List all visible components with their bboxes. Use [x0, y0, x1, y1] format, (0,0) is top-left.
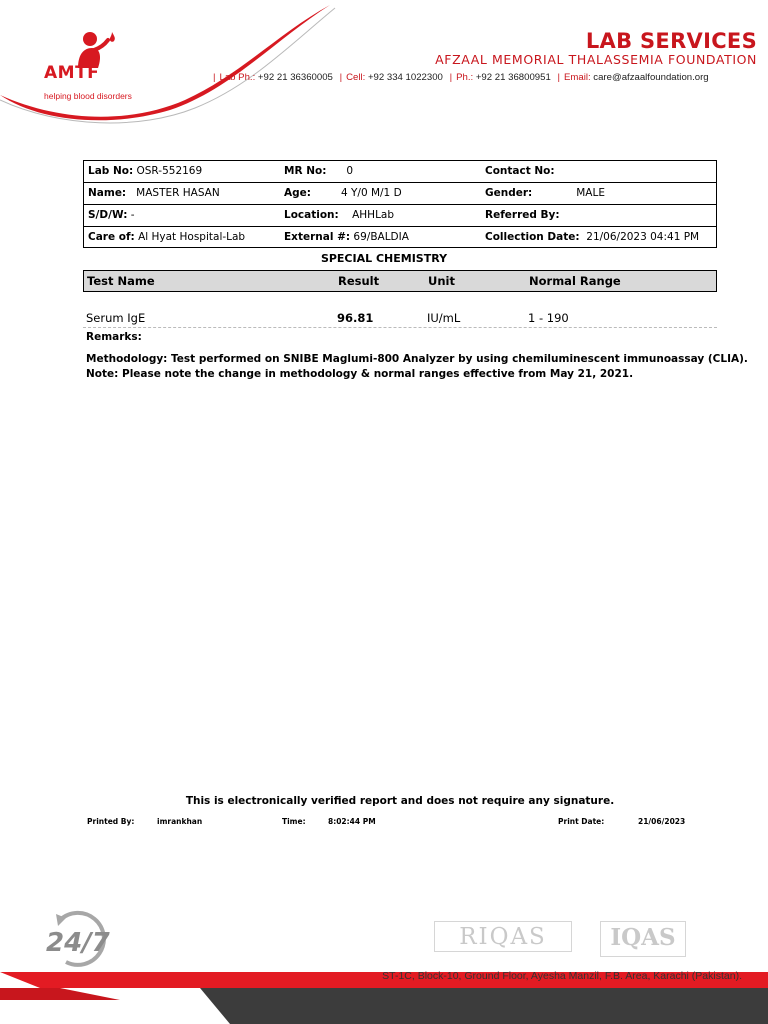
info-row	[84, 183, 716, 205]
mr-no-label: MR No:	[284, 165, 327, 177]
col-result: Result	[338, 274, 380, 288]
printed-by: imrankhan	[157, 817, 203, 826]
foundation-name: AFZAAL MEMORIAL THALASSEMIA FOUNDATION	[435, 52, 757, 67]
email: care@afzaalfoundation.org	[593, 72, 709, 83]
external-no: 69/BALDIA	[353, 231, 409, 243]
phone-label: Ph.:	[456, 72, 474, 83]
lab-services-title: LAB SERVICES	[585, 29, 757, 53]
test-range: 1 - 190	[528, 311, 569, 325]
address: ST-1C, Block-10, Ground Floor, Ayesha Manzil, F.B. Area, Karachi (Pakistan).	[382, 970, 742, 982]
location: AHHLab	[352, 209, 395, 221]
location-label: Location:	[284, 209, 339, 221]
cell-label: Cell:	[346, 72, 366, 83]
collection-date: 21/06/2023 04:41 PM	[586, 231, 700, 243]
care-of-label: Care of:	[88, 231, 135, 243]
external-label: External #:	[284, 231, 351, 243]
sdw-label: S/D/W:	[88, 209, 128, 221]
lab-no: OSR-552169	[136, 165, 203, 177]
email-label: Email:	[563, 72, 591, 83]
care-of: Al Hyat Hospital-Lab	[138, 231, 246, 243]
methodology-text: Methodology: Test performed on SNIBE Maglumi-800 Analyzer by using chemiluminescent immunoassay (CLIA).	[86, 353, 748, 365]
section-title: SPECIAL CHEMISTRY	[320, 252, 448, 265]
contact-no-label: Contact No:	[485, 165, 555, 177]
test-unit: IU/mL	[427, 311, 461, 325]
col-test-name: Test Name	[87, 274, 155, 288]
badge-text: 24/7	[46, 928, 110, 958]
header-swoosh-graphic	[0, 0, 768, 140]
lab-no-label: Lab No:	[88, 165, 134, 177]
note-text: Note: Please note the change in methodology & normal ranges effective from May 21, 2021.	[86, 368, 634, 380]
referred-by-label: Referred By:	[485, 209, 560, 221]
time-label: Time:	[282, 817, 306, 826]
name-label: Name:	[88, 187, 127, 199]
remarks-label: Remarks:	[86, 331, 142, 343]
col-normal-range: Normal Range	[529, 274, 621, 288]
print-time: 8:02:44 PM	[328, 817, 376, 826]
patient-name: MASTER HASAN	[136, 187, 220, 199]
printed-by-label: Printed By:	[87, 817, 135, 826]
sdw: -	[130, 209, 135, 221]
riqas-logo: RIQAS	[434, 921, 572, 952]
lab-phone: +92 21 36360005	[257, 72, 333, 83]
test-table-header	[83, 270, 717, 292]
col-unit: Unit	[428, 274, 455, 288]
lab-phone-label: Lab Ph.:	[219, 72, 256, 83]
phone: +92 21 36800951	[475, 72, 551, 83]
logo-tagline: helping blood disorders	[44, 91, 132, 101]
print-date-label: Print Date:	[558, 817, 605, 826]
verified-statement: This is electronically verified report and does not require any signature.	[185, 795, 615, 807]
test-name: Serum IgE	[86, 311, 146, 325]
gender-label: Gender:	[485, 187, 533, 199]
table-row	[83, 308, 717, 328]
iqas-logo: IQAS	[600, 921, 686, 957]
gender: MALE	[576, 187, 605, 199]
info-row	[84, 161, 716, 183]
mr-no: 0	[346, 165, 354, 177]
collection-date-label: Collection Date:	[485, 231, 580, 243]
print-date: 21/06/2023	[638, 817, 686, 826]
cell-phone: +92 334 1022300	[367, 72, 443, 83]
age: 4 Y/0 M/1 D	[340, 187, 402, 199]
test-result: 96.81	[337, 311, 374, 325]
age-label: Age:	[284, 187, 311, 199]
info-row	[84, 227, 716, 249]
patient-info-table	[83, 160, 717, 248]
contact-line: | Lab Ph.: +92 21 36360005 | Cell: +92 334 1022300 | Ph.: +92 21 36800951 | Email: care@afzaalfoundation.org	[213, 72, 709, 83]
info-row	[84, 205, 716, 227]
logo-text: AMTF	[44, 63, 100, 83]
badge-24-7-icon	[46, 906, 118, 968]
